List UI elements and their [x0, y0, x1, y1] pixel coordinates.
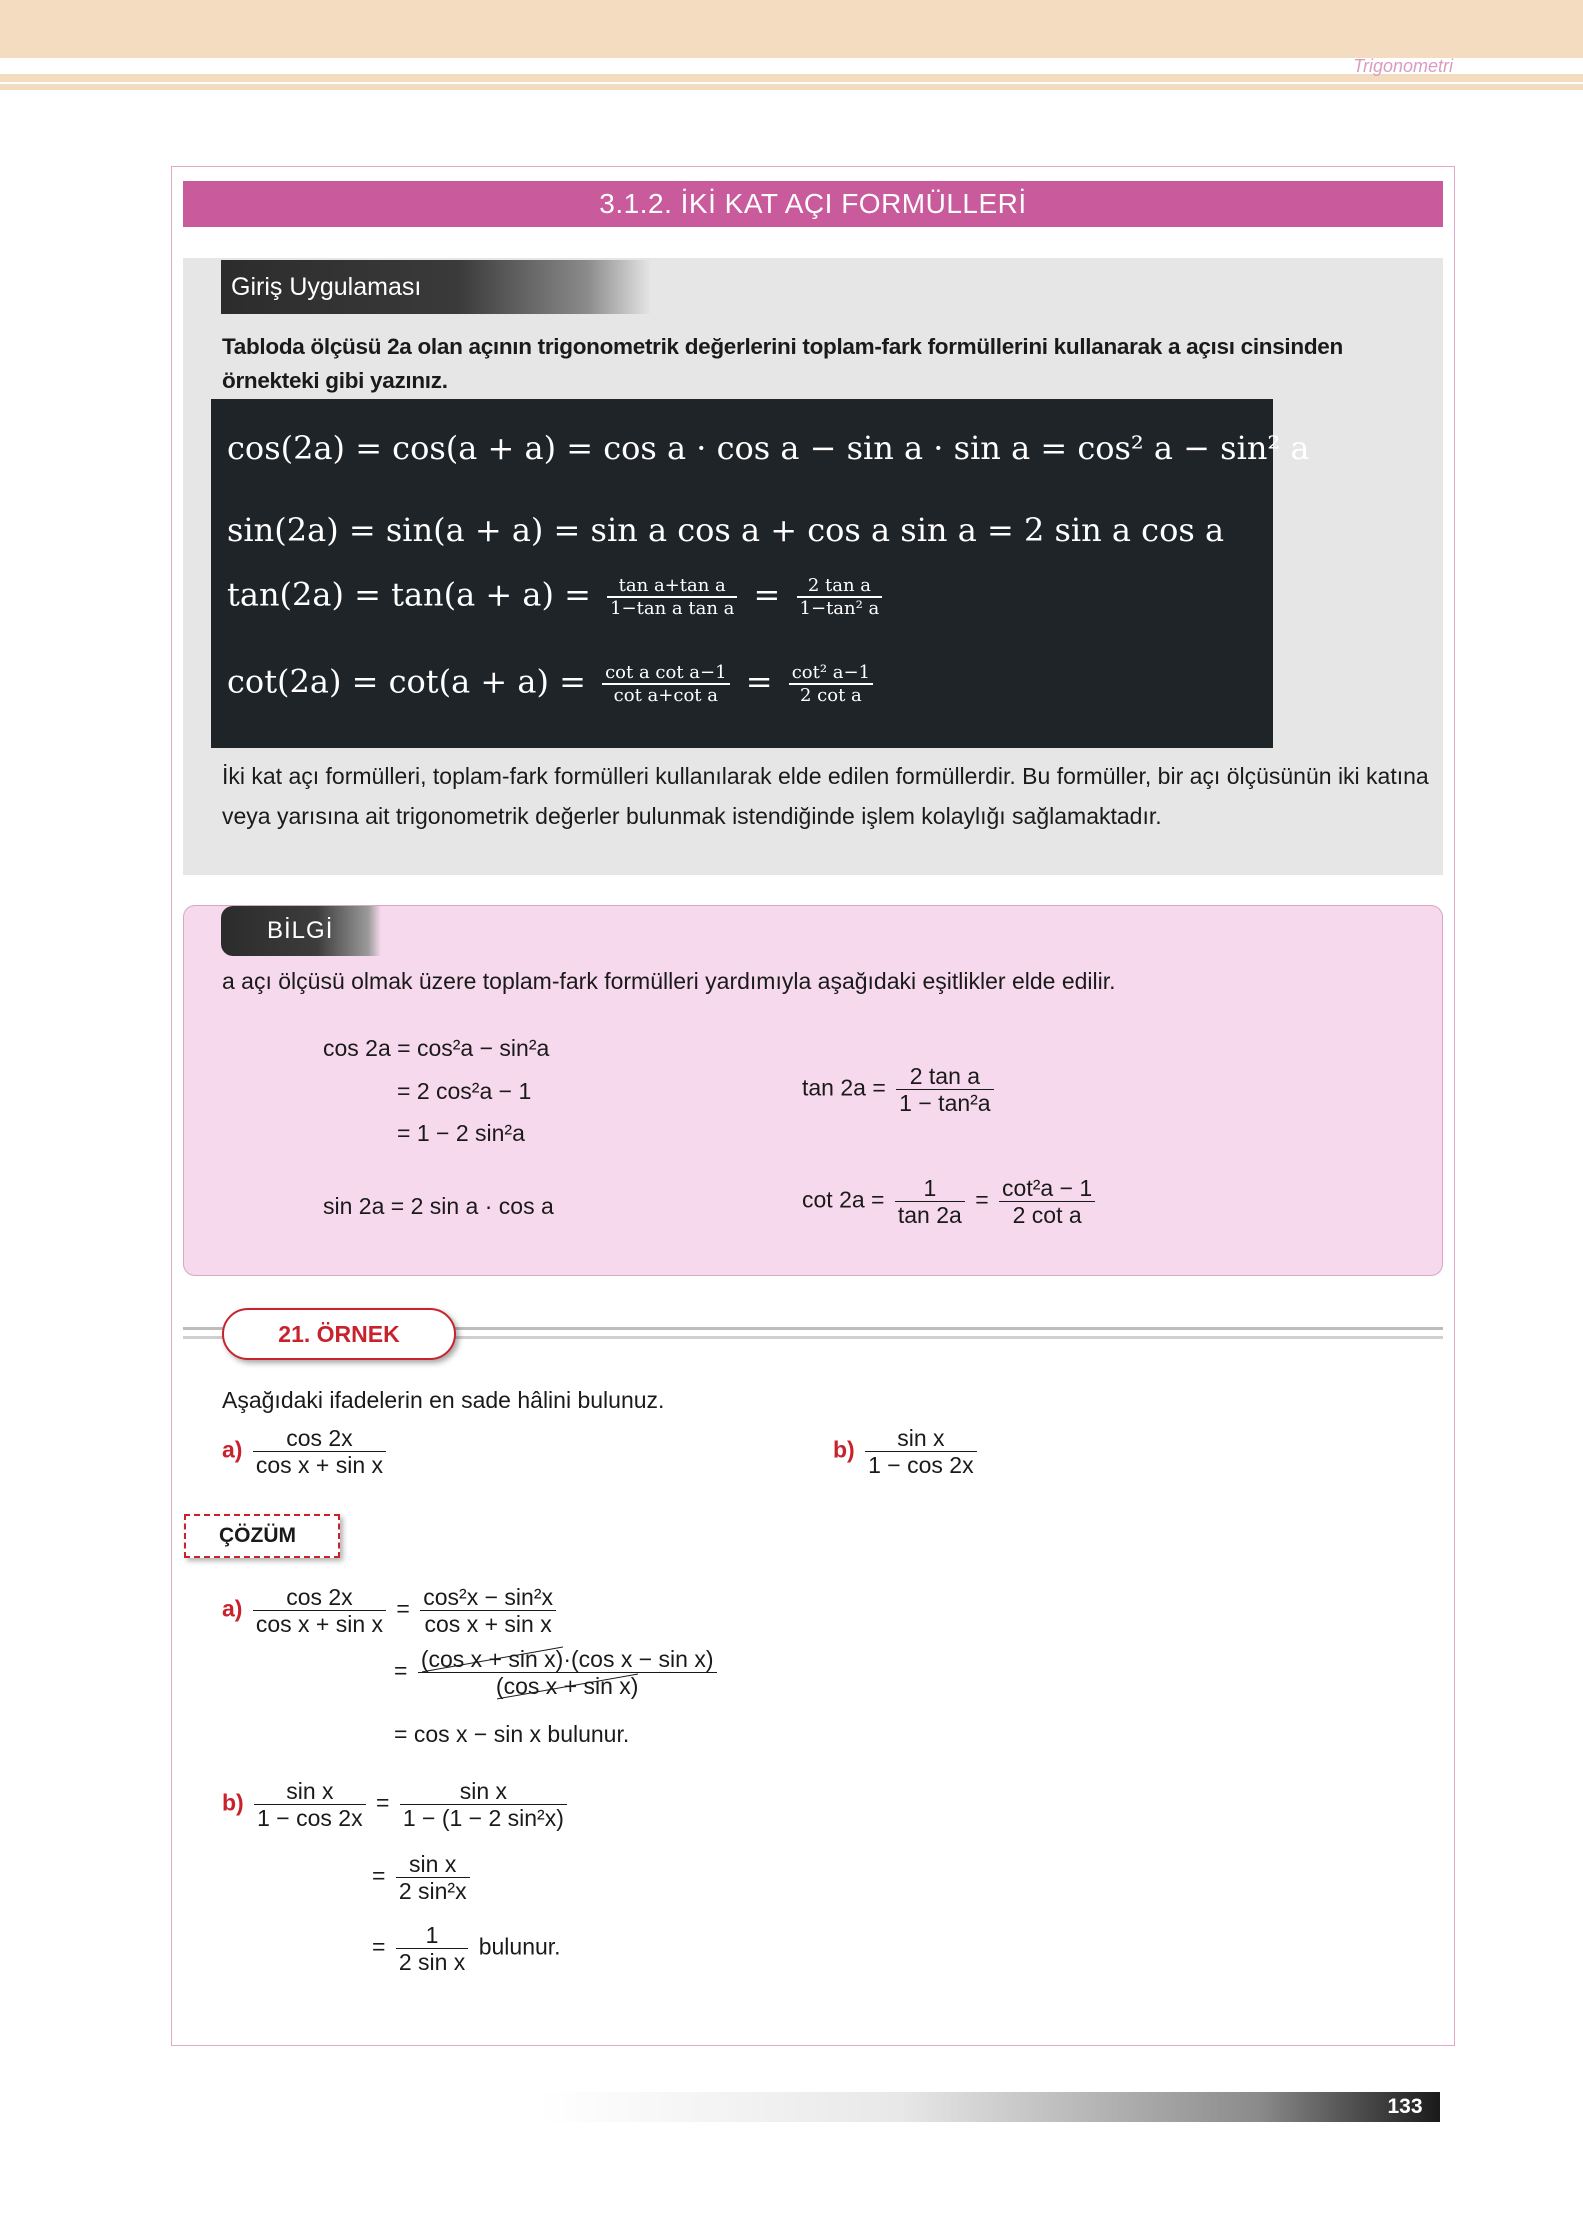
info-cot-frac1: $\frac{1}{\tan 2a}$: [895, 1175, 965, 1228]
formula-cos: cos(2a) = cos(a + a) = cos a · cos a − sin a · sin a = cos² a − sin² a: [227, 429, 1310, 467]
page-number: 133: [1387, 2095, 1423, 2118]
example-a-frac: $\frac{\cos 2x}{\text{cos x + sin x}}$: [253, 1425, 386, 1478]
info-cos-line3: = 1 − 2 sin²a: [397, 1120, 525, 1146]
solution-a-line2: = $\frac{\text{(cos x + sin x)·(cos x − sin x)}}{\text{(cos x + sin x)}}$: [394, 1646, 721, 1699]
footer-bar: [540, 2092, 1440, 2122]
intro-paragraph: İki kat açı formülleri, toplam-fark formülleri kullanılarak elde edilen formüllerdir. Bu formüller, bir açı ölçüsünün iki katına veya yarısına ait trigonometrik değerler bulunmak istendiğinde işlem kolaylığı sağlamaktadır.: [222, 763, 1429, 829]
formula-cot: cot(2a) = cot(a + a) = $\frac{\text{cot a cot a−1}}{\text{cot a+cot a}}$ = $\frac{\text{cot² a−1}}{\text{2 cot a}}$: [227, 662, 879, 706]
intro-instruction: Tabloda ölçüsü 2a olan açının trigonometrik değerlerini toplam-fark formüllerini kullanarak a açısı cinsinden örnekteki gibi yazınız.: [222, 334, 1343, 393]
header-rule-thin: [0, 84, 1583, 90]
info-tan-frac: $\frac{\text{2 tan a}}{\text{1 − tan²a}}$: [896, 1063, 993, 1116]
info-sin-line: sin 2a = 2 sin a · cos a: [323, 1193, 554, 1219]
solution-tab: ÇÖZÜM: [184, 1514, 340, 1558]
solution-a-line1: a) $\frac{\cos 2x}{\text{cos x + sin x}}$ = $\frac{\text{cos²x − sin²x}}{\text{cos x + sin x}}$: [222, 1584, 560, 1637]
info-tan: tan 2a = $\frac{\text{2 tan a}}{\text{1 − tan²a}}$: [802, 1063, 998, 1116]
solution-b-line3: = $\frac{1}{\text{2 sin x}}$ bulunur.: [372, 1922, 561, 1975]
info-cot-frac2: $\frac{\text{cot²a − 1}}{\text{2 cot a}}$: [999, 1175, 1095, 1228]
example-tab: 21. ÖRNEK: [222, 1308, 456, 1360]
solution-a-line3: = cos x − sin x bulunur.: [394, 1721, 630, 1747]
formula-cot-lhs: cot(2a) = cot(a + a) =: [227, 662, 586, 701]
example-b-frac: $\frac{\text{sin x}}{1 - \cos 2x}$: [865, 1425, 976, 1478]
formula-cot-frac1: $\frac{\text{cot a cot a−1}}{\text{cot a+cot a}}$: [602, 662, 729, 706]
formula-tan-frac2: $\frac{\text{2 tan a}}{\text{1−tan² a}}$: [797, 575, 883, 619]
intro-tab: Giriş Uygulaması: [221, 260, 651, 314]
formula-cot-frac2: $\frac{\text{cot² a−1}}{\text{2 cot a}}$: [789, 662, 873, 706]
header-band: [0, 0, 1583, 58]
info-text: a açı ölçüsü olmak üzere toplam-fark formülleri yardımıyla aşağıdaki eşitlikler elde edilir.: [222, 968, 1116, 994]
formula-tan-frac1: $\frac{\text{tan a+tan a}}{\text{1−tan a tan a}}$: [607, 575, 737, 619]
example-question: Aşağıdaki ifadelerin en sade hâlini bulunuz.: [222, 1387, 665, 1413]
info-cos-line2: = 2 cos²a − 1: [397, 1078, 532, 1104]
info-cos-line1: cos 2a = cos²a − sin²a: [323, 1035, 550, 1061]
formula-table: [211, 399, 1310, 748]
solution-b-line1: b) $\frac{\text{sin x}}{1 - \cos 2x}$ = $\frac{\text{sin x}}{\text{1 − (1 − 2 sin²x)}}$: [222, 1778, 571, 1831]
chapter-title: Trigonometri: [1353, 56, 1453, 76]
info-tab: BİLGİ: [221, 906, 381, 956]
formula-tan: tan(2a) = tan(a + a) = $\frac{\text{tan a+tan a}}{\text{1−tan a tan a}}$ = $\frac{\text{2 tan a}}{\text{1−tan² a}}$: [227, 575, 888, 619]
formula-sin: sin(2a) = sin(a + a) = sin a cos a + cos a sin a = 2 sin a cos a: [227, 511, 1225, 549]
solution-b-line2: = $\frac{\text{sin x}}{\text{2 sin²x}}$: [372, 1851, 474, 1904]
header-rule: [0, 74, 1583, 82]
section-title: 3.1.2. İKİ KAT AÇI FORMÜLLERİ: [183, 181, 1443, 227]
formula-tan-lhs: tan(2a) = tan(a + a) =: [227, 575, 591, 614]
info-cot: cot 2a = $\frac{1}{\tan 2a}$ = $\frac{\text{cot²a − 1}}{\text{2 cot a}}$: [802, 1175, 1099, 1228]
example-part-a: a) $\frac{\cos 2x}{\text{cos x + sin x}}$: [222, 1425, 390, 1478]
example-part-b: b) $\frac{\text{sin x}}{1 - \cos 2x}$: [833, 1425, 981, 1478]
